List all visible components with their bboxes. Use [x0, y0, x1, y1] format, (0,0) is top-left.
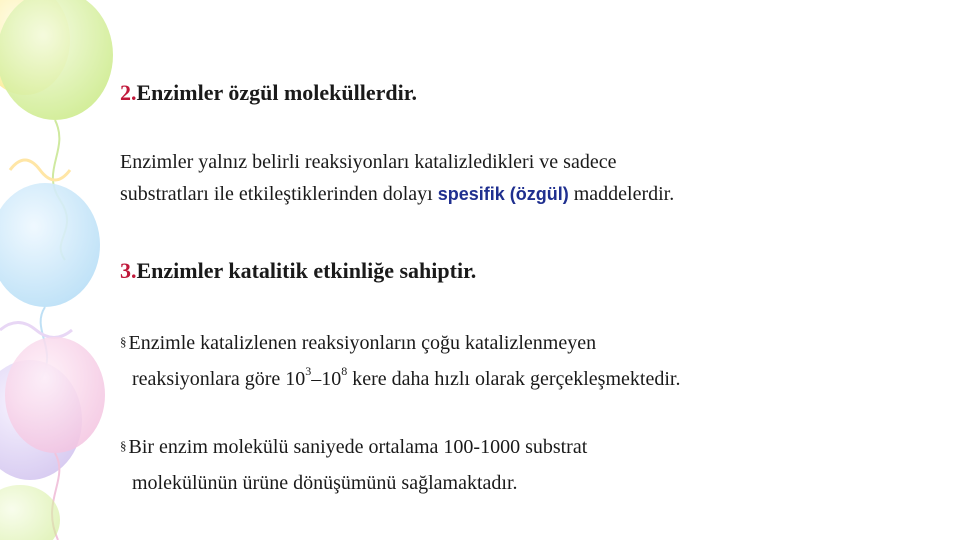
paragraph-specificity: [120, 146, 674, 210]
bullet-continuation: [120, 362, 680, 396]
bullet-marker: §: [120, 438, 127, 453]
heading-number: 3.: [120, 258, 137, 283]
emphasis-term: spesifik (özgül): [437, 184, 569, 204]
bullet-text: –10: [311, 368, 342, 390]
bullet-marker: §: [120, 334, 127, 349]
bullet-item: [120, 326, 680, 396]
bullet-text: Enzimle katalizlenen reaksiyonların çoğu katalizlenmeyen: [128, 332, 597, 354]
heading-catalytic: [120, 258, 476, 284]
bullet-text: reaksiyonlara göre 10: [132, 368, 306, 390]
heading-specificity: [120, 80, 417, 106]
heading-text: Enzimler katalitik etkinliğe sahiptir.: [136, 258, 477, 283]
paragraph-line: Enzimler yalnız belirli reaksiyonları katalizledikleri ve sadece: [120, 151, 617, 173]
exponent: 3: [305, 364, 312, 379]
exponent: 8: [341, 364, 348, 379]
paragraph-text: substratları ile etkileştiklerinden dolayı: [120, 183, 433, 205]
bullet-text: kere daha hızlı olarak gerçekleşmektedir.: [352, 368, 681, 390]
heading-number: 2.: [120, 80, 137, 105]
bullet-text: Bir enzim molekülü saniyede ortalama 100-1000 substrat: [128, 436, 588, 458]
heading-text: Enzimler özgül moleküllerdir.: [136, 80, 417, 105]
paragraph-line: [120, 178, 674, 210]
bullet-item: [120, 430, 587, 500]
bullet-continuation: molekülünün ürüne dönüşümünü sağlamaktadır.: [132, 472, 518, 494]
paragraph-text: maddelerdir.: [573, 183, 675, 205]
